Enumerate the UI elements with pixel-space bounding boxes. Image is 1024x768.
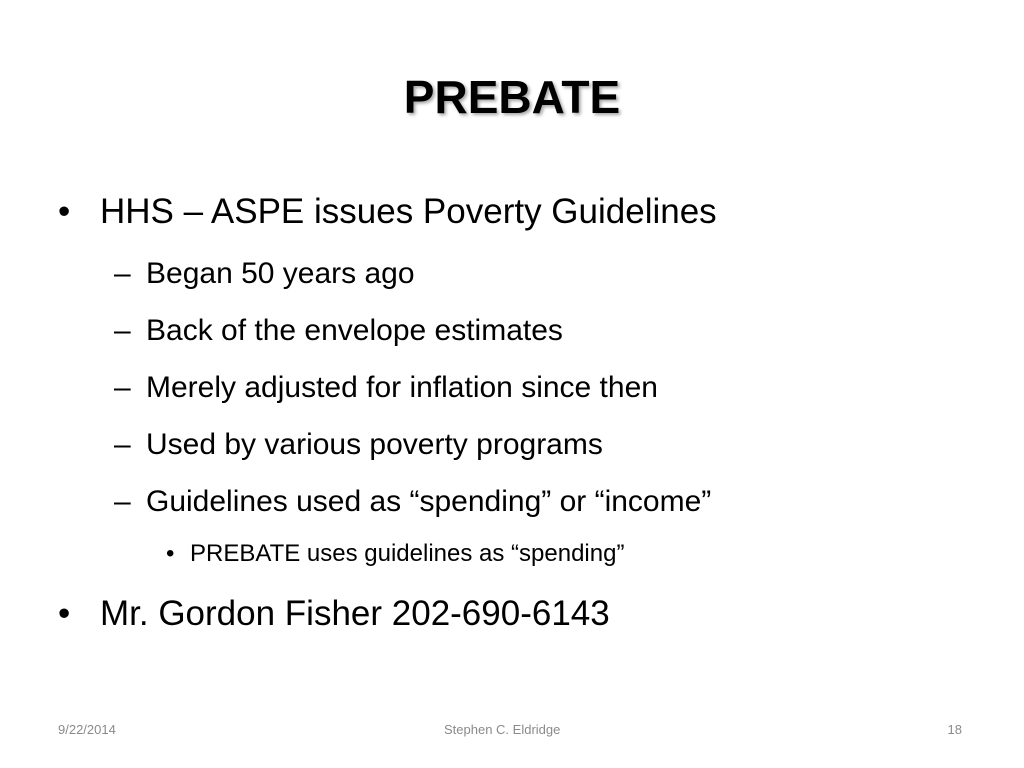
bullet-item bbox=[58, 592, 610, 636]
bullet-marker: • bbox=[166, 540, 175, 567]
dash-marker: – bbox=[114, 314, 131, 347]
dash-marker: – bbox=[114, 485, 131, 518]
sub-bullet-item bbox=[114, 311, 563, 351]
dash-marker: – bbox=[114, 428, 131, 461]
sub-bullet-text: Back of the envelope estimates bbox=[146, 314, 563, 347]
sub-bullet-text: Guidelines used as “spending” or “income” bbox=[146, 485, 712, 518]
sub-bullet-text: Began 50 years ago bbox=[146, 257, 415, 290]
sub-bullet-text: Merely adjusted for inflation since then bbox=[146, 371, 658, 404]
bullet-marker: • bbox=[58, 594, 71, 633]
footer-author: Stephen C. Eldridge bbox=[444, 722, 561, 737]
sub-bullet-item bbox=[114, 482, 711, 522]
sub-bullet-text: Used by various poverty programs bbox=[146, 428, 603, 461]
sub-sub-bullet-item bbox=[166, 538, 624, 570]
sub-bullet-item bbox=[114, 368, 658, 408]
slide-title: PREBATE bbox=[403, 71, 621, 123]
bullet-text: Mr. Gordon Fisher 202-690-6143 bbox=[100, 594, 610, 633]
sub-bullet-item bbox=[114, 425, 603, 465]
bullet-marker: • bbox=[58, 192, 71, 231]
sub-bullet-item bbox=[114, 254, 415, 294]
dash-marker: – bbox=[114, 257, 131, 290]
footer-date: 9/22/2014 bbox=[58, 722, 116, 737]
footer-page-number: 18 bbox=[947, 722, 962, 737]
dash-marker: – bbox=[114, 371, 131, 404]
bullet-item bbox=[58, 190, 717, 234]
bullet-text: HHS – ASPE issues Poverty Guidelines bbox=[100, 192, 717, 231]
sub-sub-bullet-text: PREBATE uses guidelines as “spending” bbox=[190, 540, 625, 567]
